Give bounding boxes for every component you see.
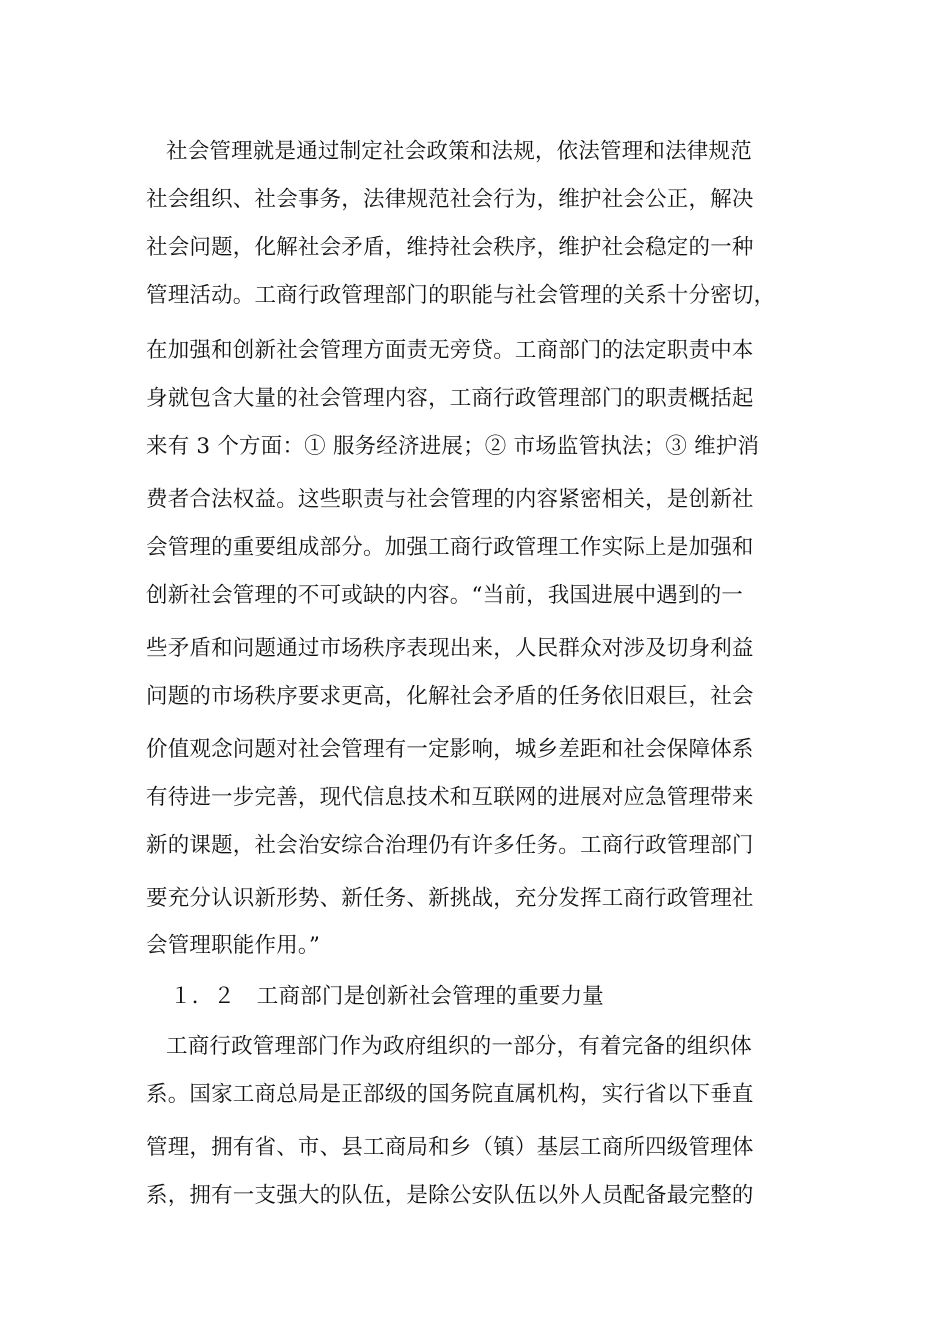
paragraph-line: 会管理的重要组成部分。加强工商行政管理工作实际上是加强和 xyxy=(146,535,754,560)
paragraph-line: 社会组织、社会事务，法律规范社会行为，维护社会公正，解决 xyxy=(146,187,754,212)
paragraph-line: 系。国家工商总局是正部级的国务院直属机构，实行省以下垂直 xyxy=(146,1082,754,1107)
paragraph-line: 管理活动。工商行政管理部门的职能与社会管理的关系十分密切， xyxy=(146,283,776,308)
paragraph-line: 有待进一步完善，现代信息技术和互联网的进展对应急管理带来 xyxy=(146,785,754,810)
paragraph-line: 管理，拥有省、市、县工商局和乡（镇）基层工商所四级管理体 xyxy=(146,1135,754,1160)
paragraph-line: 来有 3 个方面：① 服务经济进展；② 市场监管执法；③ 维护消 xyxy=(146,434,760,459)
paragraph-line: 身就包含大量的社会管理内容，工商行政管理部门的职责概括起 xyxy=(146,386,754,411)
paragraph-line: 创新社会管理的不可或缺的内容。“当前，我国进展中遇到的一 xyxy=(146,583,744,608)
paragraph-line: 会管理职能作用。” xyxy=(146,933,321,958)
paragraph-line: 系，拥有一支强大的队伍，是除公安队伍以外人员配备最完整的 xyxy=(146,1183,754,1208)
section-heading: １．２ 工商部门是创新社会管理的重要力量 xyxy=(170,984,605,1009)
paragraph-line: 社会问题，化解社会矛盾，维持社会秩序，维护社会稳定的一种 xyxy=(146,235,754,260)
paragraph-line: 费者合法权益。这些职责与社会管理的内容紧密相关，是创新社 xyxy=(146,487,754,512)
paragraph-line: 些矛盾和问题通过市场秩序表现出来，人民群众对涉及切身利益 xyxy=(146,636,754,661)
paragraph-line: 在加强和创新社会管理方面责无旁贷。工商部门的法定职责中本 xyxy=(146,338,754,363)
paragraph-line: 价值观念问题对社会管理有一定影响，城乡差距和社会保障体系 xyxy=(146,737,754,762)
paragraph-line: 工商行政管理部门作为政府组织的一部分，有着完备的组织体 xyxy=(166,1034,752,1059)
paragraph-line: 要充分认识新形势、新任务、新挑战，充分发挥工商行政管理社 xyxy=(146,886,754,911)
paragraph-line: 新的课题，社会治安综合治理仍有许多任务。工商行政管理部门 xyxy=(146,833,754,858)
paragraph-line: 问题的市场秩序要求更高，化解社会矛盾的任务依旧艰巨，社会 xyxy=(146,684,754,709)
paragraph-line: 社会管理就是通过制定社会政策和法规，依法管理和法律规范 xyxy=(166,139,752,164)
